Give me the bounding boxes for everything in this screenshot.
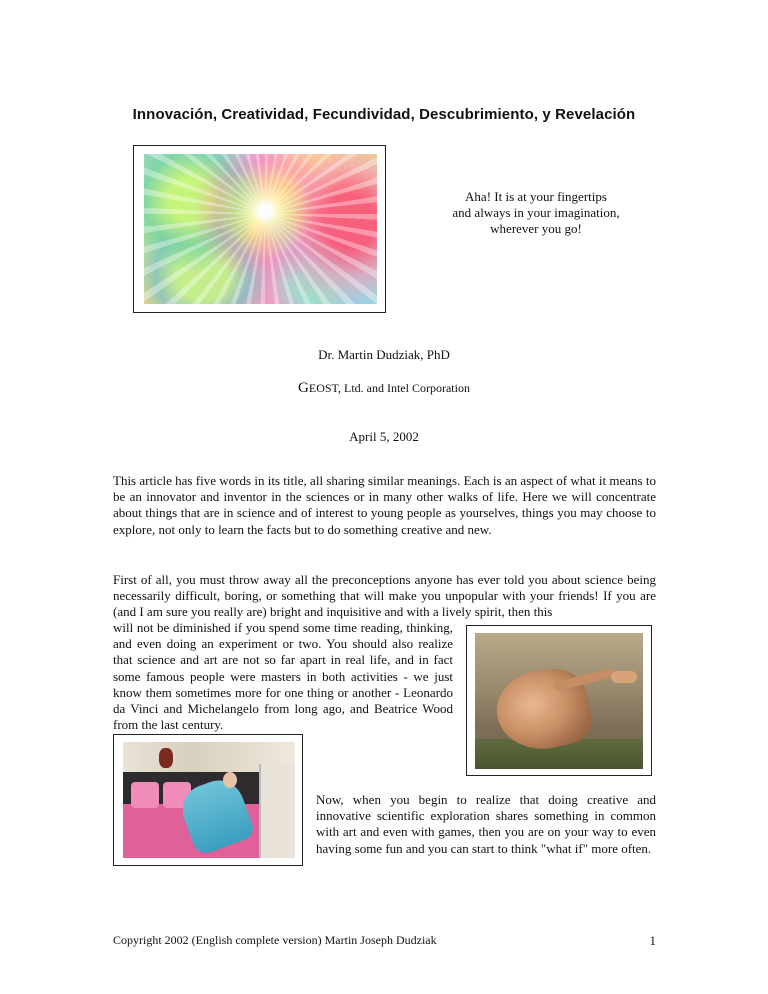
beatrice-wood-picture xyxy=(123,742,295,858)
paragraph-what-if: Now, when you begin to realize that doing creative and innovative scientific exploration shares something in common with art and even with games, then you are on your way to even having some fun and you can start to think "what if" more often. xyxy=(316,792,656,856)
footer-copyright: Copyright 2002 (English complete version) Martin Joseph Dudziak xyxy=(113,933,437,947)
publication-date: April 5, 2002 xyxy=(349,429,419,444)
document-title: Innovación, Creatividad, Fecundividad, Descubrimiento, y Revelación xyxy=(132,106,636,123)
paragraph-intro: This article has five words in its title, all sharing similar meanings. Each is an aspect of what it means to be an innovator and inventor in the sciences or in many other walks of life. Here we will concentrate about things that are in science and of interest to young people as yourselves, things you may choose to explore, not only to learn the facts but to do something creative and new. xyxy=(113,473,656,537)
author-name: Dr. Martin Dudziak, PhD xyxy=(318,347,450,362)
page-footer xyxy=(113,933,656,948)
quote-line-3: wherever you go! xyxy=(490,221,582,236)
quote-line-1: Aha! It is at your fingertips xyxy=(465,189,607,204)
abstract-art-image xyxy=(133,145,386,313)
affiliation-rest: EOST, Ltd. and Intel Corporation xyxy=(308,381,470,395)
creation-of-adam-picture xyxy=(475,633,643,769)
page-number: 1 xyxy=(649,933,656,948)
abstract-art-picture xyxy=(144,154,377,304)
beatrice-wood-photo xyxy=(113,734,303,866)
quote-block xyxy=(420,189,652,237)
affiliation xyxy=(0,380,768,397)
paragraph-preconceptions: First of all, you must throw away all the preconceptions anyone has ever told you about science being necessarily difficult, boring, or something that will make you unpopular with your friends! If you are (and I am sure you really are) bright and inquisitive and with a lively spirit, then this xyxy=(113,572,656,620)
quote-line-2: and always in your imagination, xyxy=(452,205,620,220)
paragraph-science-art: will not be diminished if you spend some time reading, thinking, and even doing an experiment or two. You should also realize that science and art are not so far apart in real life, and in fact some famous people were masters in both activities - we just know them sometimes more for one thing or another - Leonardo da Vinci and Michelangelo from long ago, and Beatrice Wood from the last century. xyxy=(113,620,453,733)
affiliation-initial: G xyxy=(298,380,309,396)
creation-of-adam-image xyxy=(466,625,652,776)
